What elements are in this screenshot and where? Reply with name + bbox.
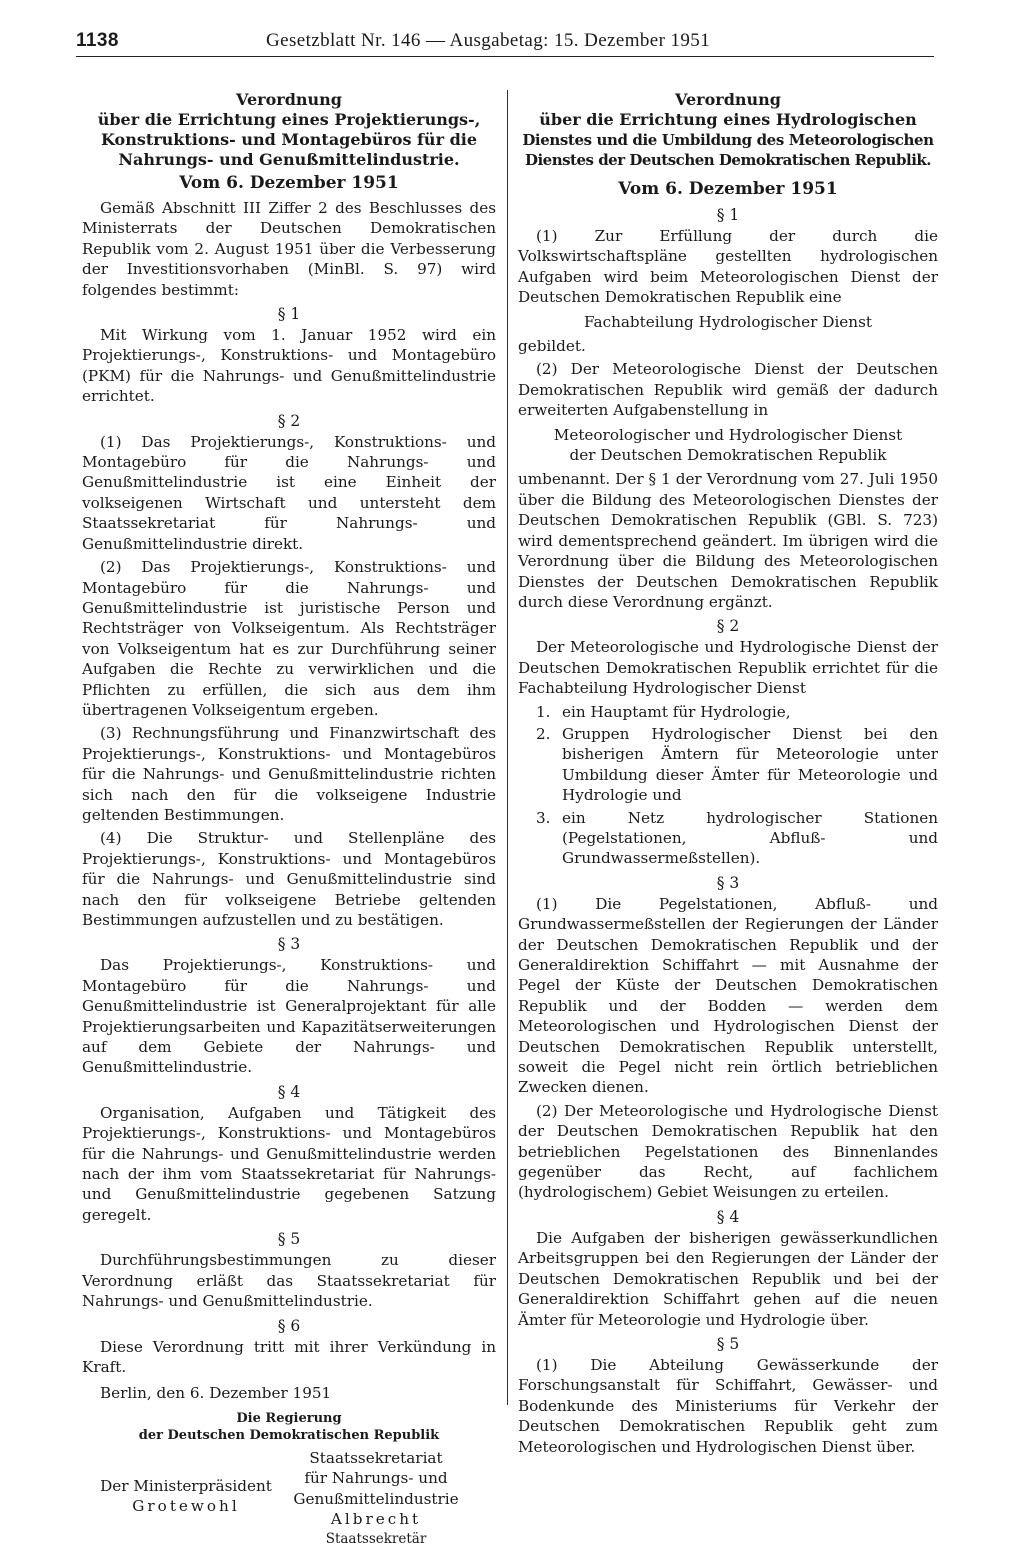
section-text: (1) Zur Erfüllung der durch die Volkswirtschaftspläne gestellten hydrologischen Aufgaben wird beim Meteorologischen Dienst der Deutschen Demokratischen Republik eine xyxy=(518,227,938,307)
emphasis-line: der Deutschen Demokratischen Republik xyxy=(569,446,887,465)
signature-left xyxy=(96,1476,276,1517)
section-text: Das Projektierungs-, Konstruktions- und Montagebüro für die Nahrungs- und Genußmittelindustrie ist Generalprojektant für alle Projektierungsarbeiten und Kapazitätserweiterungen auf dem Gebiete der Nahrungs- und Genußmittelindustrie. xyxy=(82,956,496,1077)
left-ordinance-title xyxy=(82,90,496,170)
title-line: Dienstes der Deutschen Demokratischen Republik. xyxy=(524,151,932,169)
section-text: (1) Die Pegelstationen, Abfluß- und Grundwassermeßstellen der Regierungen der Länder der Deutschen Demokratischen Republik und der Generaldirektion Schiffahrt — mit Ausnahme der Pegel der Küste der Deutschen Demokratischen Republik und der Bodden — werden dem Meteorologischen und Hydrologischen Dienst der Deutschen Demokratischen Republik unterstellt, soweit die Pegel nicht rein örtlich betrieblichen Zwecken dienen. xyxy=(518,894,938,1097)
signature-role: Staatssekretariat xyxy=(309,1448,443,1467)
section-text: Die Aufgaben der bisherigen gewässerkundlichen Arbeitsgruppen bei den Regierungen der Länder der Deutschen Demokratischen Republik und bei der Generaldirektion Schiffahrt gehen auf die neuen Ämter für Meteorologie und Hydrologie über. xyxy=(518,1228,938,1329)
government-line: der Deutschen Demokratischen Republik xyxy=(138,1427,440,1443)
section-heading: § 5 xyxy=(277,1230,301,1249)
section-heading: § 3 xyxy=(277,935,301,954)
section-text: umbenannt. Der § 1 der Verordnung vom 27. Juli 1950 über die Bildung des Meteorologischen Dienstes der Deutschen Demokratischen Republik (GBl. S. 723) wird dementsprechend geändert. Im übrigen wird die Verordnung über die Bildung des Meteorologischen Dienstes der Deutschen Demokratischen Republik durch diese Verordnung ergänzt. xyxy=(518,470,938,611)
section-text: Mit Wirkung vom 1. Januar 1952 wird ein Projektierungs-, Konstruktions- und Montagebüro (PKM) für die Nahrungs- und Genußmittelindustrie errichtet. xyxy=(82,326,496,406)
signature-block xyxy=(82,1446,496,1546)
page-header xyxy=(76,30,934,57)
section-heading: § 3 xyxy=(716,873,740,892)
left-ordinance-date: Vom 6. Dezember 1951 xyxy=(179,173,399,193)
list-text: Gruppen Hydrologischer Dienst bei den bisherigen Ämtern für Meteorologie unter Umbildung dieser Ämter für Meteorologie und Hydrologie und xyxy=(562,724,938,805)
section-heading: § 1 xyxy=(716,206,740,224)
list-number: 3. xyxy=(536,808,551,827)
signature-name: Grotewohl xyxy=(132,1497,240,1516)
left-intro: Gemäß Abschnitt III Ziffer 2 des Beschlusses des Ministerrats der Deutschen Demokratischen Republik vom 2. August 1951 über die Verbesserung der Investitionsvorhaben (MinBl. S. 97) wird folgendes bestimmt: xyxy=(82,199,496,299)
section-text: gebildet. xyxy=(518,337,586,356)
page-number: 1138 xyxy=(76,30,119,51)
section-text: (4) Die Struktur- und Stellenpläne des Projektierungs-, Konstruktions- und Montagebüros für die Nahrungs- und Genußmittelindustrie sind nach den für volkseigene Betriebe geltenden Bestimmungen aufzustellen und zu bestätigen. xyxy=(82,829,496,929)
section-text: Der Meteorologische und Hydrologische Dienst der Deutschen Demokratischen Republik errichtet für die Fachabteilung Hydrologischer Dienst xyxy=(518,638,938,698)
right-column xyxy=(518,90,938,1460)
signature-title: Staatssekretär xyxy=(325,1531,427,1548)
title-line: Nahrungs- und Genußmittelindustrie. xyxy=(118,150,460,169)
list-item xyxy=(518,702,938,722)
list-item xyxy=(518,808,938,869)
signature-right xyxy=(276,1448,476,1550)
list-text: ein Netz hydrologischer Stationen (Pegelstationen, Abfluß- und Grundwassermeßstellen). xyxy=(562,808,938,868)
section-heading: § 2 xyxy=(277,411,301,430)
right-ordinance-title xyxy=(518,90,938,170)
section-heading: § 4 xyxy=(277,1082,301,1101)
title-line: über die Errichtung eines Projektierungs-, xyxy=(97,110,481,129)
section-emphasis xyxy=(518,425,938,466)
government-heading xyxy=(82,1410,496,1444)
signature-role: Der Ministerpräsident xyxy=(100,1476,272,1495)
section-text: (2) Das Projektierungs-, Konstruktions- und Montagebüro für die Nahrungs- und Genußmittelindustrie ist juristische Person und Rechtsträger von Volkseigentum. Als Rechtsträger von Volkseigentum hat es zur Durchführung seiner Aufgaben die Rechte zu verwirklichen und die Pflichten zu erfüllen, die sich aus dem ihm übertragenen Volkseigentum ergeben. xyxy=(82,558,496,719)
section-text: Durchführungsbestimmungen zu dieser Verordnung erläßt das Staatssekretariat für Nahrungs- und Genußmittelindustrie. xyxy=(82,1251,496,1311)
section-text: (2) Der Meteorologische und Hydrologische Dienst der Deutschen Demokratischen Republik hat den betrieblichen Pegelstationen des Binnenlandes gegenüber das Recht, auf fachlichem (hydrologischem) Gebiet Weisungen zu erteilen. xyxy=(518,1101,938,1202)
government-line: Die Regierung xyxy=(236,1410,342,1426)
column-divider xyxy=(507,90,508,1405)
section-emphasis: Fachabteilung Hydrologischer Dienst xyxy=(584,312,872,331)
list-text: ein Hauptamt für Hydrologie, xyxy=(562,702,791,721)
list-item xyxy=(518,724,938,806)
numbered-list xyxy=(518,702,938,869)
signature-name: Albrecht xyxy=(330,1509,422,1528)
section-heading: § 1 xyxy=(277,305,301,324)
place-date: Berlin, den 6. Dezember 1951 xyxy=(100,1384,332,1403)
right-ordinance-date: Vom 6. Dezember 1951 xyxy=(618,179,838,199)
section-heading: § 6 xyxy=(277,1316,301,1335)
title-line: Dienstes und die Umbildung des Meteorologischen xyxy=(522,131,934,149)
signature-role: für Nahrungs- und xyxy=(304,1469,448,1488)
section-heading: § 5 xyxy=(716,1334,740,1353)
title-line: Verordnung xyxy=(236,90,342,109)
list-number: 2. xyxy=(536,724,551,743)
section-text: (3) Rechnungsführung und Finanzwirtschaft des Projektierungs-, Konstruktions- und Montagebüros für die Nahrungs- und Genußmittelindustrie richten sich nach den für die volkseigene Industrie geltenden Bestimmungen. xyxy=(82,724,496,824)
title-line: Konstruktions- und Montagebüros für die xyxy=(100,130,478,149)
title-line: Verordnung xyxy=(675,90,781,109)
emphasis-line: Meteorologischer und Hydrologischer Dienst xyxy=(553,425,903,444)
section-text: (2) Der Meteorologische Dienst der Deutschen Demokratischen Republik wird gemäß der dadurch erweiterten Aufgabenstellung in xyxy=(518,360,938,420)
section-heading: § 4 xyxy=(716,1207,740,1226)
section-text: Diese Verordnung tritt mit ihrer Verkündung in Kraft. xyxy=(82,1337,496,1376)
header-title: Gesetzblatt Nr. 146 — Ausgabetag: 15. Dezember 1951 xyxy=(266,30,711,51)
list-number: 1. xyxy=(536,702,551,721)
title-line: über die Errichtung eines Hydrologischen xyxy=(539,110,917,129)
section-text: (1) Das Projektierungs-, Konstruktions- und Montagebüro für die Nahrungs- und Genußmittelindustrie ist eine Einheit der volkseigenen Wirtschaft und untersteht dem Staatssekretariat für Nahrungs- und Genußmittelindustrie direkt. xyxy=(82,432,496,553)
section-text: (1) Die Abteilung Gewässerkunde der Forschungsanstalt für Schiffahrt, Gewässer- und Bodenkunde des Ministeriums für Verkehr der Deutschen Demokratischen Republik geht zum Meteorologischen und Hydrologischen Dienst über. xyxy=(518,1355,938,1456)
section-text: Organisation, Aufgaben und Tätigkeit des Projektierungs-, Konstruktions- und Montagebüros für die Nahrungs- und Genußmittelindustrie werden nach der ihm vom Staatssekretariat für Nahrungs- und Genußmittelindustrie gegebenen Satzung geregelt. xyxy=(82,1103,496,1224)
signature-role: Genußmittelindustrie xyxy=(293,1489,459,1508)
section-heading: § 2 xyxy=(716,617,740,636)
left-column xyxy=(82,90,496,1546)
